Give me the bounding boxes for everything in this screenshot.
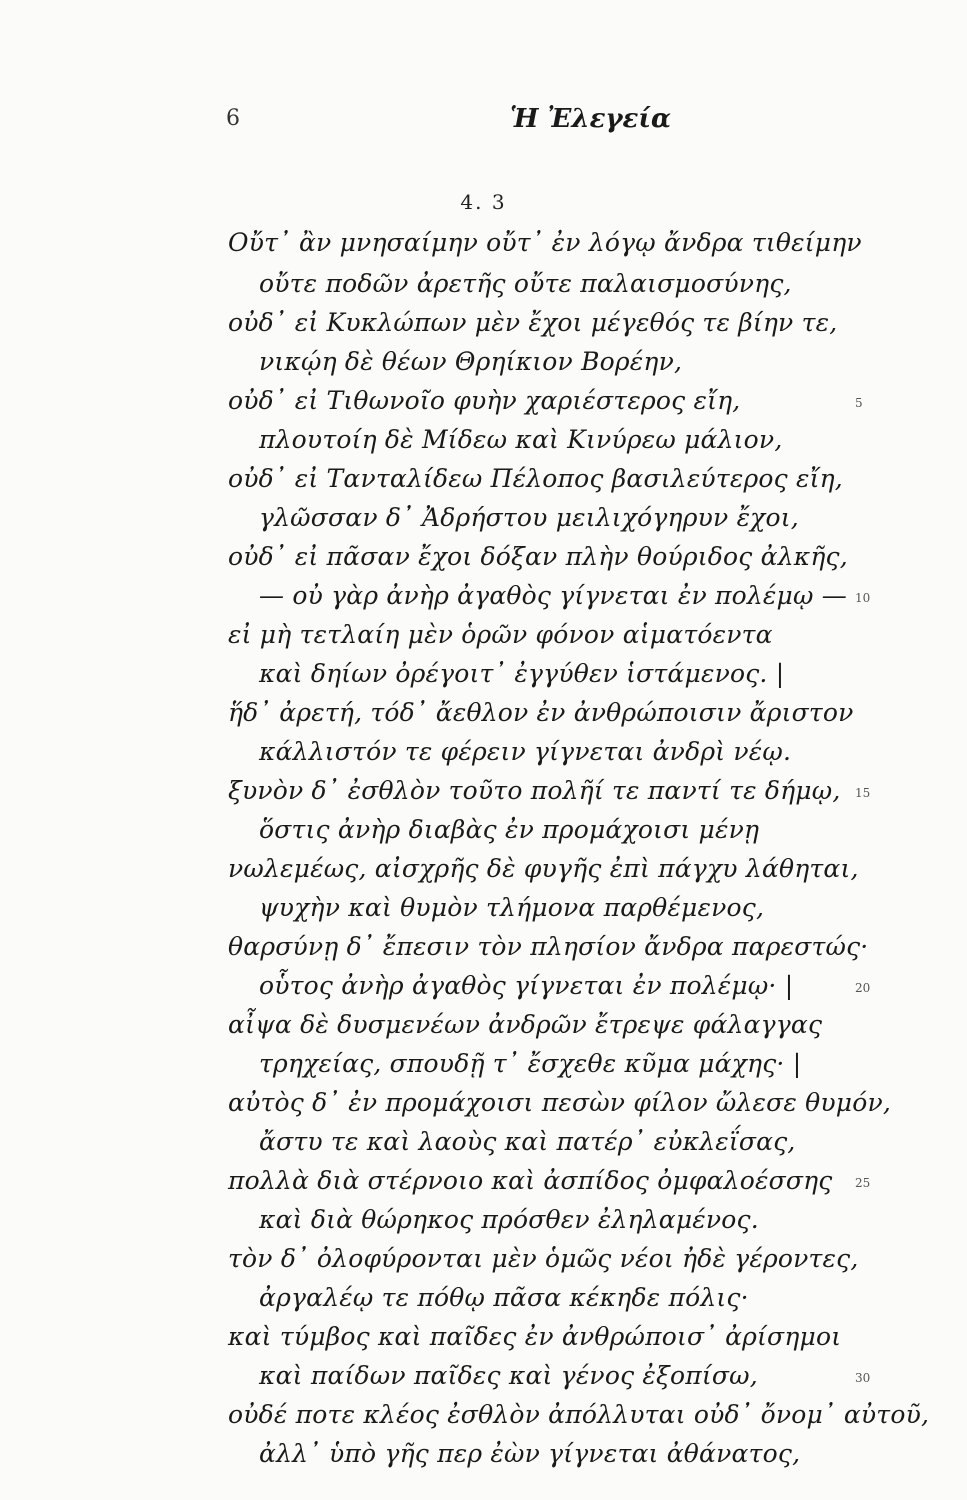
running-title: Ἡ Ἐλεγεία	[510, 104, 671, 134]
line-number-20: 20	[855, 981, 871, 995]
section-heading: 4. 3	[460, 190, 507, 214]
verse-line: τὸν δ᾽ ὀλοφύρονται μὲν ὁμῶς νέοι ἠδὲ γέροντες,	[228, 1244, 859, 1273]
verse-line: ἥδ᾽ ἀρετή, τόδ᾽ ἄεθλον ἐν ἀνθρώποισιν ἄριστον	[228, 698, 854, 727]
verse-line: οὐδ᾽ εἰ πᾶσαν ἔχοι δόξαν πλὴν θούριδος ἀλκῆς,	[228, 542, 848, 571]
verse-line: ξυνὸν δ᾽ ἐσθλὸν τοῦτο πολῆί τε παντί τε δήμῳ,	[228, 776, 841, 805]
verse-line: Οὔτ᾽ ἂν μνησαίμην οὔτ᾽ ἐν λόγῳ ἄνδρα τιθείμην	[228, 228, 862, 257]
verse-line: οὐδέ ποτε κλέος ἐσθλὸν ἀπόλλυται οὐδ᾽ ὄνομ᾽ αὐτοῦ,	[228, 1400, 930, 1429]
verse-line: ὅστις ἀνὴρ διαβὰς ἐν προμάχοισι μένῃ	[259, 815, 760, 844]
verse-line: ἄστυ τε καὶ λαοὺς καὶ πατέρ᾽ εὐκλεΐσας,	[259, 1127, 796, 1156]
verse-line: πλουτοίη δὲ Μίδεω καὶ Κινύρεω μάλιον,	[259, 425, 783, 454]
verse-line: κάλλιστόν τε φέρειν γίγνεται ἀνδρὶ νέῳ.	[259, 737, 792, 766]
verse-line: ψυχὴν καὶ θυμὸν τλήμονα παρθέμενος,	[259, 893, 765, 922]
verse-line: οὐδ᾽ εἰ Κυκλώπων μὲν ἔχοι μέγεθός τε βίην τε,	[228, 308, 838, 337]
page-number: 6	[226, 106, 240, 131]
verse-line: καὶ δηίων ὀρέγοιτ᾽ ἐγγύθεν ἱστάμενος. |	[259, 659, 785, 688]
verse-line: οὗτος ἀνὴρ ἀγαθὸς γίγνεται ἐν πολέμῳ· |	[259, 971, 794, 1000]
verse-line: οὐδ᾽ εἰ Τιθωνοῖο φυὴν χαριέστερος εἴη,	[228, 386, 741, 415]
line-number-25: 25	[855, 1176, 871, 1190]
line-number-5: 5	[855, 396, 863, 410]
line-number-10: 10	[855, 591, 871, 605]
verse-line: νικῴη δὲ θέων Θρηίκιον Βορέην,	[259, 347, 683, 376]
verse-line: γλῶσσαν δ᾽ Ἀδρήστου μειλιχόγηρυν ἔχοι,	[259, 503, 799, 532]
verse-line: ἀλλ᾽ ὑπὸ γῆς περ ἐὼν γίγνεται ἀθάνατος,	[259, 1439, 801, 1468]
line-number-15: 15	[855, 786, 871, 800]
verse-line: καὶ διὰ θώρηκος πρόσθεν ἐληλαμένος.	[259, 1205, 759, 1234]
verse-line: καὶ παίδων παῖδες καὶ γένος ἐξοπίσω,	[259, 1361, 758, 1390]
verse-line: θαρσύνῃ δ᾽ ἔπεσιν τὸν πλησίον ἄνδρα παρεστώς·	[228, 932, 869, 961]
verse-line: αἶψα δὲ δυσμενέων ἀνδρῶν ἔτρεψε φάλαγγας	[228, 1010, 823, 1039]
verse-line: οὐδ᾽ εἰ Τανταλίδεω Πέλοπος βασιλεύτερος εἴη,	[228, 464, 843, 493]
verse-line: νωλεμέως, αἰσχρῆς δὲ φυγῆς ἐπὶ πάγχυ λάθηται,	[228, 854, 859, 883]
verse-line: καὶ τύμβος καὶ παῖδες ἐν ἀνθρώποισ᾽ ἀρίσημοι	[228, 1322, 842, 1351]
verse-line: οὔτε ποδῶν ἀρετῆς οὔτε παλαισμοσύνης,	[259, 269, 792, 298]
verse-line: — οὐ γὰρ ἀνὴρ ἀγαθὸς γίγνεται ἐν πολέμῳ —	[259, 581, 847, 610]
verse-line: εἰ μὴ τετλαίη μὲν ὁρῶν φόνον αἱματόεντα	[228, 620, 773, 649]
verse-line: αὐτὸς δ᾽ ἐν προμάχοισι πεσὼν φίλον ὤλεσε θυμόν,	[228, 1088, 892, 1117]
verse-line: ἀργαλέῳ τε πόθῳ πᾶσα κέκηδε πόλις·	[259, 1283, 749, 1312]
line-number-30: 30	[855, 1371, 871, 1385]
verse-line: πολλὰ διὰ στέρνοιο καὶ ἀσπίδος ὀμφαλοέσσης	[228, 1166, 833, 1195]
verse-line: τρηχείας, σπουδῇ τ᾽ ἔσχεθε κῦμα μάχης· |	[259, 1049, 802, 1078]
